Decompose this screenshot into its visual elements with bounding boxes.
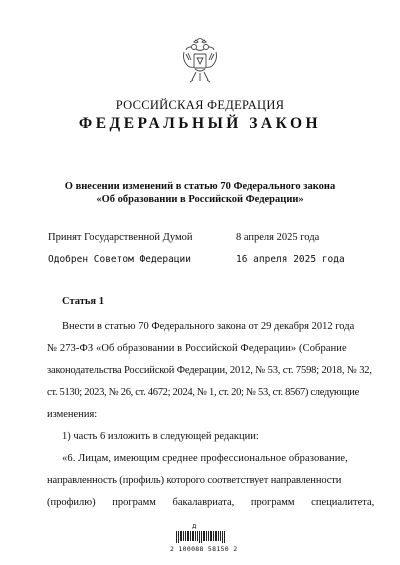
- article-heading: Статья 1: [62, 296, 104, 307]
- text-line: Внести в статью 70 Федерального закона от 29 декабря 2012 года: [62, 321, 355, 332]
- law-title-line: «Об образовании в Российской Федерации»: [96, 194, 304, 205]
- barcode-icon: [176, 531, 226, 543]
- council-approval-label: Одобрен Советом Федерации: [48, 254, 191, 265]
- article-paragraph-3: [47, 448, 375, 514]
- law-title: [0, 180, 400, 206]
- country-heading: РОССИЙСКАЯ ФЕДЕРАЦИЯ: [115, 98, 285, 112]
- article-paragraph-1: [47, 316, 372, 426]
- law-title-line: О внесении изменений в статью 70 Федерального закона: [64, 181, 336, 192]
- council-approval-date: 16 апреля 2025 года: [236, 254, 345, 265]
- article-paragraph-2: [47, 426, 365, 448]
- text-line: № 273-ФЗ «Об образовании в Российской Федерации» (Собрание: [47, 343, 347, 354]
- barcode-number: 2 100088 58150 2: [170, 545, 238, 553]
- law-type-heading: ФЕДЕРАЛЬНЫЙ ЗАКОН: [78, 115, 322, 132]
- double-headed-eagle-emblem-icon: [180, 38, 220, 84]
- text-line: ст. 5130; 2023, № 26, ст. 4672; 2024, № 1, ст. 20; № 53, ст. 8567) следующие: [47, 387, 359, 398]
- barcode-top-label: Д: [192, 524, 197, 530]
- text-line: законодательства Российской Федерации, 2012, № 53, ст. 7598; 2018, № 32,: [47, 365, 372, 376]
- duma-adoption-date: 8 апреля 2025 года: [236, 232, 320, 243]
- text-line: 1) часть 6 изложить в следующей редакции:: [62, 431, 259, 442]
- text-line: изменения:: [47, 409, 98, 420]
- text-line: (профилю) программ бакалавриата, программ специалитета,: [47, 497, 375, 508]
- duma-adoption-label: Принят Государственной Думой: [48, 232, 193, 243]
- text-line: «6. Лицам, имеющим среднее профессиональное образование,: [62, 453, 348, 464]
- text-line: направленность (профиль) которого соответствует направленности: [47, 475, 342, 486]
